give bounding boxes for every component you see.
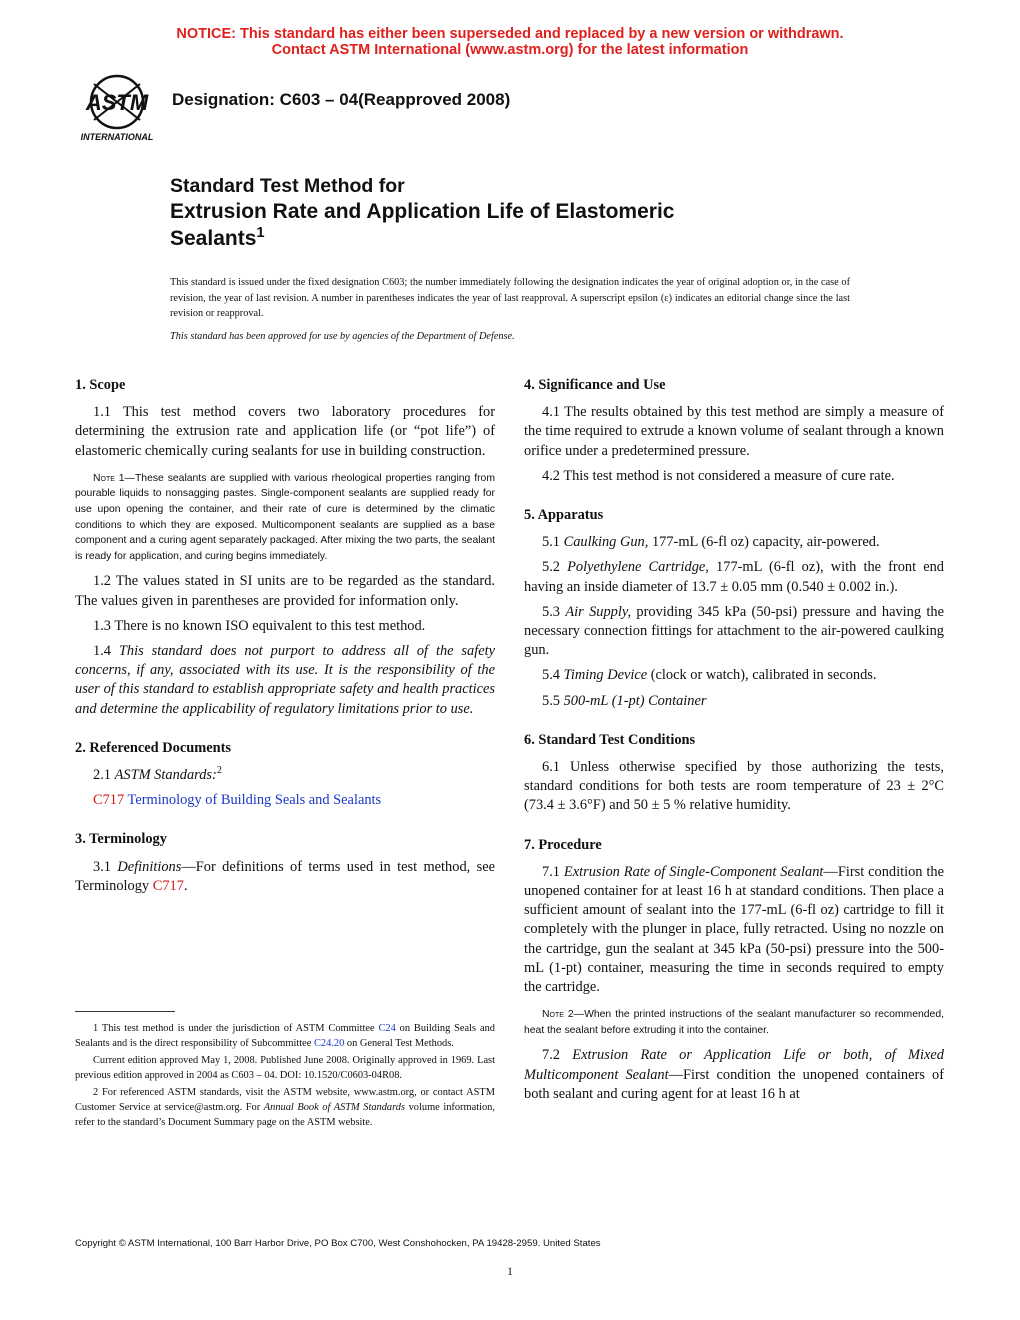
notice-banner: [0, 26, 1020, 58]
para-1-4-num: 1.4: [93, 642, 111, 659]
astm-logo: [72, 72, 162, 144]
para-3-1: —For definitions of terms used in test method, see Terminology: [75, 858, 495, 894]
para-5-5-num: 5.5: [542, 692, 560, 709]
para-5-4-term: Timing Device: [563, 667, 648, 684]
footnote-1-pre: 1 This test method is under the jurisdiction of ASTM Committee: [93, 1023, 375, 1034]
para-4-1: 4.1 The results obtained by this test method are simply a measure of the time required to extrude a known volume of sealant through a known orifice under a predetermined pressure.: [524, 404, 944, 459]
page-number: 1: [507, 1264, 513, 1278]
section-heading-scope: 1. Scope: [75, 377, 126, 393]
copyright-line: Copyright © ASTM International, 100 Barr Harbor Drive, PO Box C700, West Conshohocken, PA 19428-2959. United States: [75, 1238, 601, 1249]
footnote-2-post: volume information, refer to the standard’s Document Summary page on the ASTM website.: [75, 1102, 495, 1128]
section-heading-referenced: 2. Referenced Documents: [75, 739, 231, 756]
para-2-1-num: 2.1: [93, 767, 111, 783]
designation: Designation: C603 – 04(Reapproved 2008): [172, 90, 511, 109]
para-1-4: This standard does not purport to address all of the safety concerns, if any, associated with its use. It is the responsibility of the user of this standard to establish appropriate safety and health practices and determine the applicability of regulatory limitations prior to use.: [75, 642, 495, 717]
para-3-1-num: 3.1: [93, 858, 111, 875]
para-5-3: providing 345 kPa (50-psi) pressure and having the necessary connection fittings for attachment to the air-powered caulking gun.: [524, 603, 944, 659]
note-2-label: Note 2: [542, 1009, 574, 1021]
title-line-2: Extrusion Rate and Application Life of Elastomeric: [170, 200, 675, 223]
section-heading-significance: 4. Significance and Use: [524, 377, 666, 393]
logo-caption: INTERNATIONAL: [80, 132, 154, 142]
section-heading-apparatus: 5. Apparatus: [524, 507, 604, 524]
para-7-2-term: Extrusion Rate or Application Life or both, of Mixed Multicomponent Sealant: [524, 1047, 944, 1083]
logo-letters: ASTM: [85, 90, 149, 115]
para-7-1: —First condition the unopened container for at least 16 h at standard conditions. Then place a sufficient amount of sealant into the 177-mL (6-fl oz) cartridge to fill it completely with the plunger in place, fully retracted. Using no nozzle on the cartridge, gun the sealant at 345 kPa (50-psi) pressure into the 500-mL (1-pt) container, measuring the time in seconds required to empty the cartridge.: [524, 863, 944, 996]
para-5-2-term: Polyethylene Cartridge,: [567, 559, 709, 576]
footnote-divider: [75, 1011, 175, 1012]
notice-line-2: Contact ASTM International (www.astm.org) for the latest information: [271, 42, 749, 58]
para-7-1-term: Extrusion Rate of Single-Component Sealant: [563, 863, 824, 880]
para-7-2: —First condition the unopened containers of both sealant and curing agent for at least 16 h at: [524, 1066, 944, 1102]
para-6-1: 6.1 Unless otherwise specified by those authorizing the tests, standard conditions for both tests are room temperature of 23 ± 2°C (73.4 ± 3.6°F) and 50 ± 5 % relative humidity.: [524, 759, 944, 814]
approved-statement: This standard has been approved for use by agencies of the Department of Defense.: [170, 331, 515, 342]
para-7-2-num: 7.2: [542, 1047, 560, 1064]
para-5-4: (clock or watch), calibrated in seconds.: [650, 667, 877, 684]
para-5-4-num: 5.4: [542, 667, 560, 684]
para-5-3-term: Air Supply,: [565, 603, 632, 620]
title-footnote-ref: 1: [256, 225, 265, 241]
para-1-1: 1.1 This test method covers two laboratory procedures for determining the extrusion rate and application life (or “pot life”) of elastomeric chemically curing sealants for use in building construction.: [75, 404, 495, 459]
right-column: [524, 376, 944, 1110]
para-2-1-footnote-ref: 2: [216, 765, 222, 777]
footnotes: [75, 1021, 495, 1132]
para-1-2: 1.2 The values stated in SI units are to be regarded as the standard. The values given in parentheses are provided for information only.: [75, 573, 495, 609]
document-title: [170, 174, 674, 252]
ref-c717-title-link[interactable]: Terminology of Building Seals and Sealants: [127, 792, 382, 809]
section-heading-terminology: 3. Terminology: [75, 831, 167, 848]
para-5-3-num: 5.3: [542, 603, 560, 620]
title-line-1: Standard Test Method for: [170, 175, 405, 197]
subcommittee-c2420-link[interactable]: C24.20: [313, 1038, 345, 1049]
issued-statement: This standard is issued under the fixed designation C603; the number immediately following the designation indicates the year of original adoption or, in the case of revision, the year of last revision. A number in parentheses indicates the year of last reapproval. A superscript epsilon (ε) indicates an editorial change since the last revision or reapproval.: [170, 277, 850, 319]
para-4-2: 4.2 This test method is not considered a measure of cure rate.: [542, 467, 895, 484]
title-line-3: Sealants: [170, 227, 257, 250]
ref-c717-code-link[interactable]: C717: [93, 792, 125, 809]
section-heading-conditions: 6. Standard Test Conditions: [524, 731, 696, 748]
note-2-text: —When the printed instructions of the sealant manufacturer so recommended, heat the sealant before extruding it into the container.: [524, 1009, 944, 1036]
note-1-text: —These sealants are supplied with various rheological properties ranging from pourable liquids to nonsagging pastes. Single-component sealants are supplied ready for use upon opening the container, and their rate of cure is determined by the climatic conditions to which they are exposed. Multicomponent sealants are supplied as a base component and a curing agent separately packaged. After mixing the two parts, the sealant is ready for application, and curing begins immediately.: [75, 472, 495, 562]
footnote-edition: Current edition approved May 1, 2008. Published June 2008. Originally approved in 1969. Last previous edition approved in 2004 as C603 – 04. DOI: 10.1520/C0603-04R08.: [75, 1055, 495, 1081]
para-3-1-end: .: [183, 877, 188, 894]
section-heading-procedure: 7. Procedure: [524, 836, 602, 853]
para-5-2: 177-mL (6-fl oz), with the front end having an inside diameter of 13.7 ± 0.05 mm (0.540 ± 0.002 in.).: [524, 559, 945, 595]
para-5-1-num: 5.1: [542, 534, 560, 551]
para-5-5-term: 500-mL (1-pt) Container: [563, 692, 707, 709]
terminology-c717-link[interactable]: C717: [152, 877, 184, 894]
footnote-2-pre: 2 For referenced ASTM standards, visit the ASTM website, www.astm.org, or contact ASTM Customer Service at service@astm.org. For: [75, 1087, 495, 1113]
footnote-1-mid: on Building Seals and Sealants and is the direct responsibility of Subcommittee: [75, 1023, 495, 1049]
para-5-1-term: Caulking Gun,: [563, 534, 649, 551]
footnote-2-italic: Annual Book of ASTM Standards: [263, 1102, 406, 1113]
para-3-1-term: Definitions: [117, 858, 182, 875]
para-7-1-num: 7.1: [542, 863, 560, 880]
left-column: [75, 376, 495, 902]
para-2-1: ASTM Standards:: [114, 767, 217, 783]
note-1-label: Note 1: [93, 472, 125, 484]
para-5-2-num: 5.2: [542, 559, 560, 576]
para-5-1: 177-mL (6-fl oz) capacity, air-powered.: [651, 534, 880, 551]
notice-line-1: NOTICE: This standard has either been superseded and replaced by a new version or withdrawn.: [176, 26, 844, 42]
committee-c24-link[interactable]: C24: [378, 1023, 396, 1034]
footnote-1-post: on General Test Methods.: [346, 1038, 454, 1049]
para-1-3: 1.3 There is no known ISO equivalent to this test method.: [93, 617, 426, 634]
